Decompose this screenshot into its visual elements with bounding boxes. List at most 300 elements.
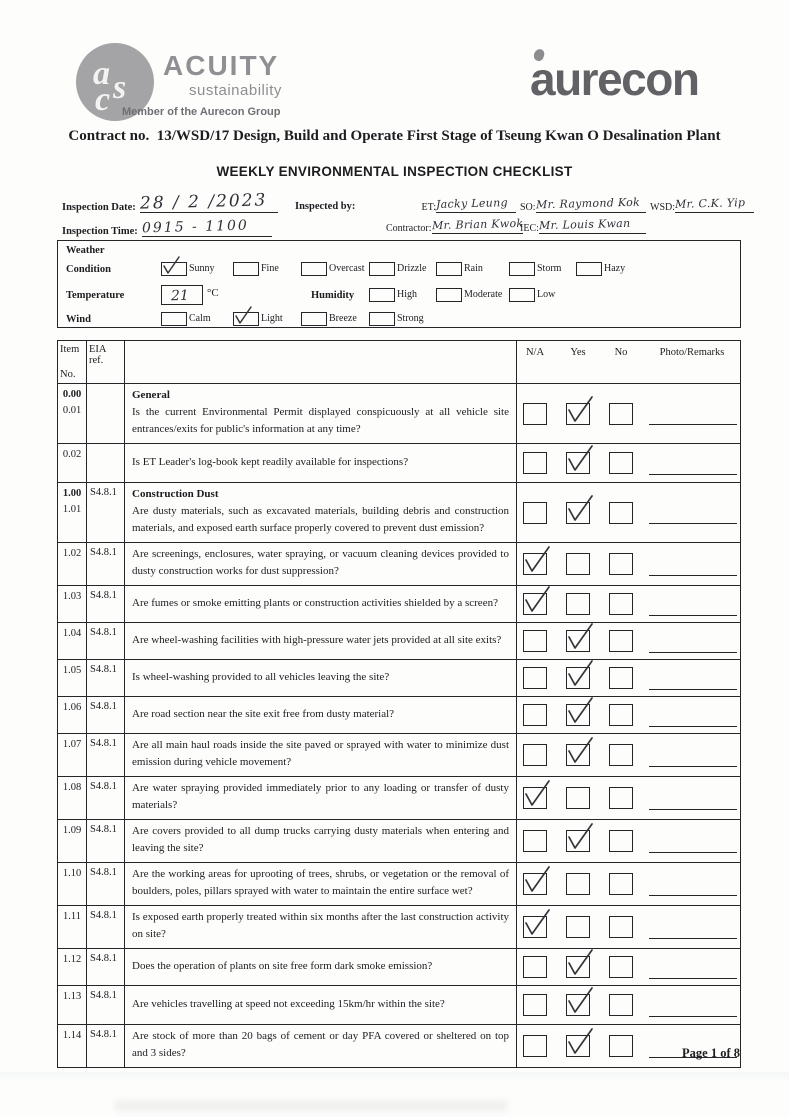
inspector-role: SO:: [520, 202, 536, 213]
inspector-role: IEC:: [520, 223, 539, 234]
col-response-header: [517, 341, 740, 383]
weather-option-label: Storm: [537, 263, 562, 274]
question-cell: [125, 586, 517, 622]
check-mark-icon: [522, 584, 552, 615]
eia-ref: S4.8.1: [87, 949, 125, 985]
temperature-unit: °C: [207, 287, 219, 299]
check-mark-icon: [565, 443, 595, 474]
weather-checkbox: [369, 312, 395, 326]
table-row: [58, 820, 740, 863]
wind-label: Wind: [66, 314, 91, 325]
yes-checkbox: [566, 667, 590, 689]
table-row: [58, 444, 740, 483]
item-no: [58, 863, 87, 905]
table-header: [58, 341, 740, 384]
na-checkbox: [523, 403, 547, 425]
table-row: [58, 586, 740, 623]
acuity-member-line: Member of the Aurecon Group: [122, 106, 281, 118]
check-mark-icon: [565, 394, 595, 425]
question-text: Are road section near the site exit free from dusty material?: [132, 707, 395, 720]
check-mark-icon: [565, 658, 595, 689]
weather-option: [369, 288, 417, 302]
question-cell: [125, 543, 517, 585]
eia-ref: S4.8.1: [87, 863, 125, 905]
check-mark-icon: [565, 695, 595, 726]
inspection-date-field: [62, 190, 278, 214]
weather-option-label: Low: [537, 289, 556, 300]
inspection-time-value: 0915 - 1100: [141, 217, 249, 237]
yes-checkbox: [566, 630, 590, 652]
remarks-line: [649, 744, 737, 767]
na-checkbox: [523, 787, 547, 809]
inspector-line: [536, 194, 646, 213]
weather-option-label: Drizzle: [397, 263, 427, 274]
weather-option: [233, 312, 283, 326]
question-cell: [125, 863, 517, 905]
weather-option-label: Hazy: [604, 263, 626, 274]
table-row: [58, 1025, 740, 1067]
col-eia-header: EIA ref.: [87, 341, 125, 383]
remarks-line: [649, 956, 737, 979]
question-cell: [125, 820, 517, 862]
response-cell: [517, 777, 740, 819]
question-text: Are fumes or smoke emitting plants or construction activities shielded by a screen?: [132, 596, 498, 609]
eia-ref: S4.8.1: [87, 734, 125, 776]
inspection-time-line: [142, 218, 272, 237]
inspector-name: Mr. Raymond Kok: [535, 195, 640, 212]
weather-option-label: Fine: [261, 263, 279, 274]
inspector-role: WSD:: [650, 202, 675, 213]
remarks-line: [649, 994, 737, 1017]
question-text: Is exposed earth properly treated within six months after the last construction activity on site?: [132, 911, 509, 940]
no-checkbox: [609, 667, 633, 689]
remarks-line: [649, 452, 737, 475]
yes-checkbox: [566, 403, 590, 425]
remarks-line: [649, 667, 737, 690]
item-no-line: 1.05: [62, 665, 82, 676]
check-mark-icon: [565, 621, 595, 652]
check-mark-icon: [522, 907, 552, 938]
na-checkbox: [523, 667, 547, 689]
weather-option: [436, 262, 483, 276]
remarks-line: [649, 630, 737, 653]
question-cell: [125, 1025, 517, 1067]
weather-option: [509, 288, 555, 302]
inspection-time-label: Inspection Time:: [62, 226, 138, 237]
na-checkbox: [523, 704, 547, 726]
eia-ref: S4.8.1: [87, 1025, 125, 1067]
question-text: Is ET Leader's log-book kept readily available for inspections?: [132, 455, 409, 468]
weather-option-label: Moderate: [464, 289, 503, 300]
question-text: Are vehicles travelling at speed not exceeding 15km/hr within the site?: [132, 997, 445, 1010]
weather-checkbox: [161, 312, 187, 326]
response-cell: [517, 483, 740, 542]
yes-checkbox: [566, 593, 590, 615]
yes-checkbox: [566, 956, 590, 978]
question-text: Are water spraying provided immediately prior to any loading or transfer of dusty materials?: [132, 782, 509, 811]
weather-option: [301, 262, 365, 276]
na-checkbox: [523, 593, 547, 615]
item-no: [58, 906, 87, 948]
weather-checkbox: [369, 262, 395, 276]
item-no-line: 1.01: [62, 504, 82, 515]
na-checkbox: [523, 1035, 547, 1057]
inspector-name: Mr. C.K. Yip: [674, 196, 746, 211]
no-checkbox: [609, 502, 633, 524]
response-cell: [517, 734, 740, 776]
weather-option: [161, 262, 215, 276]
weather-option-label: Breeze: [329, 313, 357, 324]
yes-checkbox: [566, 916, 590, 938]
weather-checkbox: [369, 288, 395, 302]
weather-option: [369, 312, 424, 326]
item-no-line: 0.00: [62, 389, 82, 400]
weather-option: [369, 262, 426, 276]
check-mark-icon: [565, 493, 595, 524]
item-no: [58, 623, 87, 659]
eia-ref: S4.8.1: [87, 660, 125, 696]
no-checkbox: [609, 704, 633, 726]
no-checkbox: [609, 630, 633, 652]
na-checkbox: [523, 830, 547, 852]
na-checkbox: [523, 873, 547, 895]
weather-checkbox: [233, 262, 259, 276]
question-text: Are the working areas for uprooting of trees, shrubs, or vegetation or the removal of boulders, poles, pillars sprayed with water to maintain the entire surface wet?: [132, 868, 509, 897]
weather-option: [233, 262, 279, 276]
question-text: Are covers provided to all dump trucks carrying dusty materials when entering and leaving the site?: [132, 825, 509, 854]
weather-checkbox: [301, 312, 327, 326]
weather-option-label: Rain: [464, 263, 483, 274]
temperature-value: 21: [170, 287, 190, 305]
inspector-entry: [386, 194, 516, 213]
yes-checkbox: [566, 502, 590, 524]
check-mark-icon: [565, 985, 595, 1016]
na-checkbox: [523, 994, 547, 1016]
weather-checkbox: [233, 312, 259, 326]
table-row: [58, 660, 740, 697]
inspector-name: Jacky Leung: [435, 196, 509, 211]
table-row: [58, 697, 740, 734]
col-item-header: [58, 341, 87, 383]
response-cell: [517, 863, 740, 905]
item-no-line: 1.10: [62, 868, 82, 879]
weather-checkbox: [436, 288, 462, 302]
page-number: Page 1 of 8: [682, 1046, 740, 1060]
item-no: [58, 697, 87, 733]
response-cell: [517, 697, 740, 733]
na-checkbox: [523, 502, 547, 524]
no-checkbox: [609, 994, 633, 1016]
item-no-line: 1.14: [62, 1030, 82, 1041]
check-mark-icon: [522, 544, 552, 575]
remarks-line: [649, 704, 737, 727]
item-no-line: 1.06: [62, 702, 82, 713]
na-checkbox: [523, 916, 547, 938]
item-no: [58, 543, 87, 585]
col-no-header: No: [614, 347, 628, 358]
inspector-entry: [520, 194, 646, 213]
eia-ref: S4.8.1: [87, 623, 125, 659]
yes-checkbox: [566, 704, 590, 726]
remarks-line: [649, 787, 737, 810]
check-mark-icon: [565, 735, 595, 766]
checklist-table: [57, 340, 741, 1068]
acuity-subtitle: sustainability: [189, 82, 282, 99]
no-checkbox: [609, 787, 633, 809]
check-mark-icon: [522, 864, 552, 895]
no-checkbox: [609, 873, 633, 895]
check-mark-icon: [565, 1026, 595, 1057]
remarks-line: [649, 593, 737, 616]
temperature-label: Temperature: [66, 290, 125, 301]
scan-artifact-band: [0, 1072, 789, 1081]
scan-artifact-smudge: [115, 1100, 507, 1111]
item-header-line2: No.: [60, 369, 76, 380]
item-no-line: 1.09: [62, 825, 82, 836]
question-text: Is wheel-washing provided to all vehicles leaving the site?: [132, 670, 390, 683]
inspector-line: [432, 215, 523, 234]
no-checkbox: [609, 1035, 633, 1057]
item-no-line: 1.07: [62, 739, 82, 750]
eia-ref: S4.8.1: [87, 820, 125, 862]
checklist-body: [58, 384, 740, 1067]
eia-ref: S4.8.1: [87, 986, 125, 1024]
item-no-line: 1.04: [62, 628, 82, 639]
weather-checkbox: [301, 262, 327, 276]
svg-text:a: a: [93, 55, 110, 92]
item-no: [58, 483, 87, 542]
question-text: Is the current Environmental Permit displayed conspicuously at all vehicle site entrances/exits for public's information at any time?: [132, 406, 509, 435]
humidity-label: Humidity: [311, 290, 355, 301]
col-yes-header: Yes: [570, 347, 586, 358]
eia-ref: [87, 384, 125, 443]
table-row: [58, 384, 740, 444]
item-no: [58, 384, 87, 443]
question-text: Are wheel-washing facilities with high-pressure water jets provided at all site exits?: [132, 633, 502, 646]
item-no: [58, 586, 87, 622]
item-no-line: 1.11: [63, 911, 81, 922]
check-mark-icon: [565, 947, 595, 978]
question-text: Are dusty materials, such as excavated materials, building debris and construction materials, and exposed earth surface properly covered to prevent dust emission?: [132, 505, 509, 534]
form-title: WEEKLY ENVIRONMENTAL INSPECTION CHECKLIST: [216, 164, 573, 179]
col-question-header: [125, 341, 517, 383]
weather-checkbox: [576, 262, 602, 276]
table-row: [58, 483, 740, 543]
inspector-entry: [520, 215, 646, 234]
question-cell: [125, 623, 517, 659]
question-cell: [125, 949, 517, 985]
response-cell: [517, 444, 740, 482]
remarks-line: [649, 402, 737, 425]
no-checkbox: [609, 916, 633, 938]
inspector-line: [436, 194, 516, 213]
item-no-line: 1.13: [62, 991, 82, 1002]
question-cell: [125, 444, 517, 482]
item-header-line1: Item: [60, 344, 80, 355]
inspector-name: Mr. Brian Kwok: [431, 216, 524, 233]
no-checkbox: [609, 956, 633, 978]
aurecon-logo: aurecon: [530, 53, 699, 105]
item-no-line: 1.12: [62, 954, 82, 965]
no-checkbox: [609, 593, 633, 615]
condition-label: Condition: [66, 264, 111, 275]
response-cell: [517, 384, 740, 443]
table-row: [58, 543, 740, 586]
inspector-entry: [650, 194, 754, 213]
inspector-role: ET:: [421, 202, 436, 213]
weather-checkbox: [509, 262, 535, 276]
table-row: [58, 863, 740, 906]
response-cell: [517, 949, 740, 985]
na-checkbox: [523, 630, 547, 652]
na-checkbox: [523, 452, 547, 474]
weather-option: [161, 312, 211, 326]
inspection-time-field: [62, 218, 272, 237]
na-checkbox: [523, 744, 547, 766]
table-row: [58, 734, 740, 777]
weather-option: [436, 288, 502, 302]
inspector-name: Mr. Louis Kwan: [538, 216, 631, 233]
inspectors-grid: [386, 194, 754, 234]
item-no-line: 1.00: [62, 488, 82, 499]
item-no: [58, 949, 87, 985]
inspection-date-value: 28 / 2 /2023: [139, 190, 268, 214]
eia-ref: S4.8.1: [87, 483, 125, 542]
item-no: [58, 1025, 87, 1067]
question-text: Are screenings, enclosures, water spraying, or vacuum cleaning devices provided to dusty construction works for dust suppression?: [132, 548, 509, 577]
weather-checkbox: [509, 288, 535, 302]
yes-checkbox: [566, 873, 590, 895]
eia-ref: S4.8.1: [87, 906, 125, 948]
weather-option-label: Light: [261, 313, 283, 324]
question-cell: [125, 777, 517, 819]
section-heading: General: [132, 389, 170, 401]
svg-text:c: c: [95, 81, 111, 118]
weather-option-label: Calm: [189, 313, 211, 324]
yes-checkbox: [566, 994, 590, 1016]
temperature-value-box: [161, 285, 203, 305]
weather-option: [576, 262, 625, 276]
eia-ref: [87, 444, 125, 482]
question-cell: [125, 906, 517, 948]
weather-checkbox: [436, 262, 462, 276]
item-no: [58, 820, 87, 862]
question-text: Are all main haul roads inside the site paved or sprayed with water to minimize dust emission during vehicle movement?: [132, 739, 509, 768]
question-cell: [125, 483, 517, 542]
item-no: [58, 660, 87, 696]
col-remarks-header: Photo/Remarks: [659, 347, 725, 358]
eia-ref: S4.8.1: [87, 697, 125, 733]
remarks-line: [649, 553, 737, 576]
inspector-line: [675, 194, 754, 213]
no-checkbox: [609, 744, 633, 766]
table-row: [58, 986, 740, 1025]
weather-option-label: Sunny: [189, 263, 215, 274]
item-no-line: 0.01: [62, 405, 82, 416]
yes-checkbox: [566, 553, 590, 575]
response-cell: [517, 986, 740, 1024]
response-cell: [517, 623, 740, 659]
inspector-role: Contractor:: [386, 223, 432, 234]
response-cell: [517, 820, 740, 862]
eia-ref: S4.8.1: [87, 543, 125, 585]
item-no: [58, 734, 87, 776]
remarks-line: [649, 873, 737, 896]
remarks-line: [649, 501, 737, 524]
yes-checkbox: [566, 787, 590, 809]
item-no: [58, 444, 87, 482]
no-checkbox: [609, 553, 633, 575]
check-mark-icon: [565, 821, 595, 852]
table-row: [58, 623, 740, 660]
no-checkbox: [609, 403, 633, 425]
item-no-line: 0.02: [62, 449, 82, 460]
weather-option-label: Overcast: [329, 263, 365, 274]
check-mark-icon: [522, 778, 552, 809]
item-no-line: 1.02: [62, 548, 82, 559]
item-no-line: 1.08: [62, 782, 82, 793]
inspection-date-label: Inspection Date:: [62, 202, 136, 213]
inspector-entry: [386, 215, 524, 234]
response-cell: [517, 586, 740, 622]
weather-checkbox: [161, 262, 187, 276]
check-mark-icon: [161, 255, 181, 276]
weather-box: [57, 240, 741, 328]
weather-title: Weather: [66, 245, 105, 256]
no-checkbox: [609, 830, 633, 852]
section-heading: Construction Dust: [132, 488, 219, 500]
yes-checkbox: [566, 744, 590, 766]
response-cell: [517, 660, 740, 696]
svg-text:s: s: [113, 69, 127, 106]
question-cell: [125, 697, 517, 733]
na-checkbox: [523, 553, 547, 575]
weather-option-label: Strong: [397, 313, 424, 324]
eia-ref: S4.8.1: [87, 777, 125, 819]
response-cell: [517, 906, 740, 948]
inspector-line: [539, 215, 646, 234]
yes-checkbox: [566, 1035, 590, 1057]
response-cell: [517, 543, 740, 585]
no-checkbox: [609, 452, 633, 474]
question-text: Are stock of more than 20 bags of cement or day PFA covered or sheltered on top and 3 sides?: [132, 1030, 509, 1059]
inspection-date-line: [139, 190, 278, 214]
question-cell: [125, 660, 517, 696]
weather-option-label: High: [397, 289, 417, 300]
na-checkbox: [523, 956, 547, 978]
weather-option: [509, 262, 561, 276]
question-cell: [125, 384, 517, 443]
remarks-line: [649, 916, 737, 939]
check-mark-icon: [233, 305, 253, 326]
contract-title: Contract no. 13/WSD/17 Design, Build and Operate First Stage of Tseung Kwan O Desalination Plant: [68, 128, 721, 144]
yes-checkbox: [566, 830, 590, 852]
acuity-wordmark: ACUITY: [163, 50, 280, 81]
inspected-by-label: Inspected by:: [295, 201, 356, 212]
remarks-line: [649, 830, 737, 853]
item-no: [58, 777, 87, 819]
question-cell: [125, 734, 517, 776]
table-row: [58, 777, 740, 820]
yes-checkbox: [566, 452, 590, 474]
question-text: Does the operation of plants on site free form dark smoke emission?: [132, 959, 433, 972]
eia-ref: S4.8.1: [87, 586, 125, 622]
table-row: [58, 949, 740, 986]
table-row: [58, 906, 740, 949]
weather-option: [301, 312, 357, 326]
question-cell: [125, 986, 517, 1024]
item-no: [58, 986, 87, 1024]
